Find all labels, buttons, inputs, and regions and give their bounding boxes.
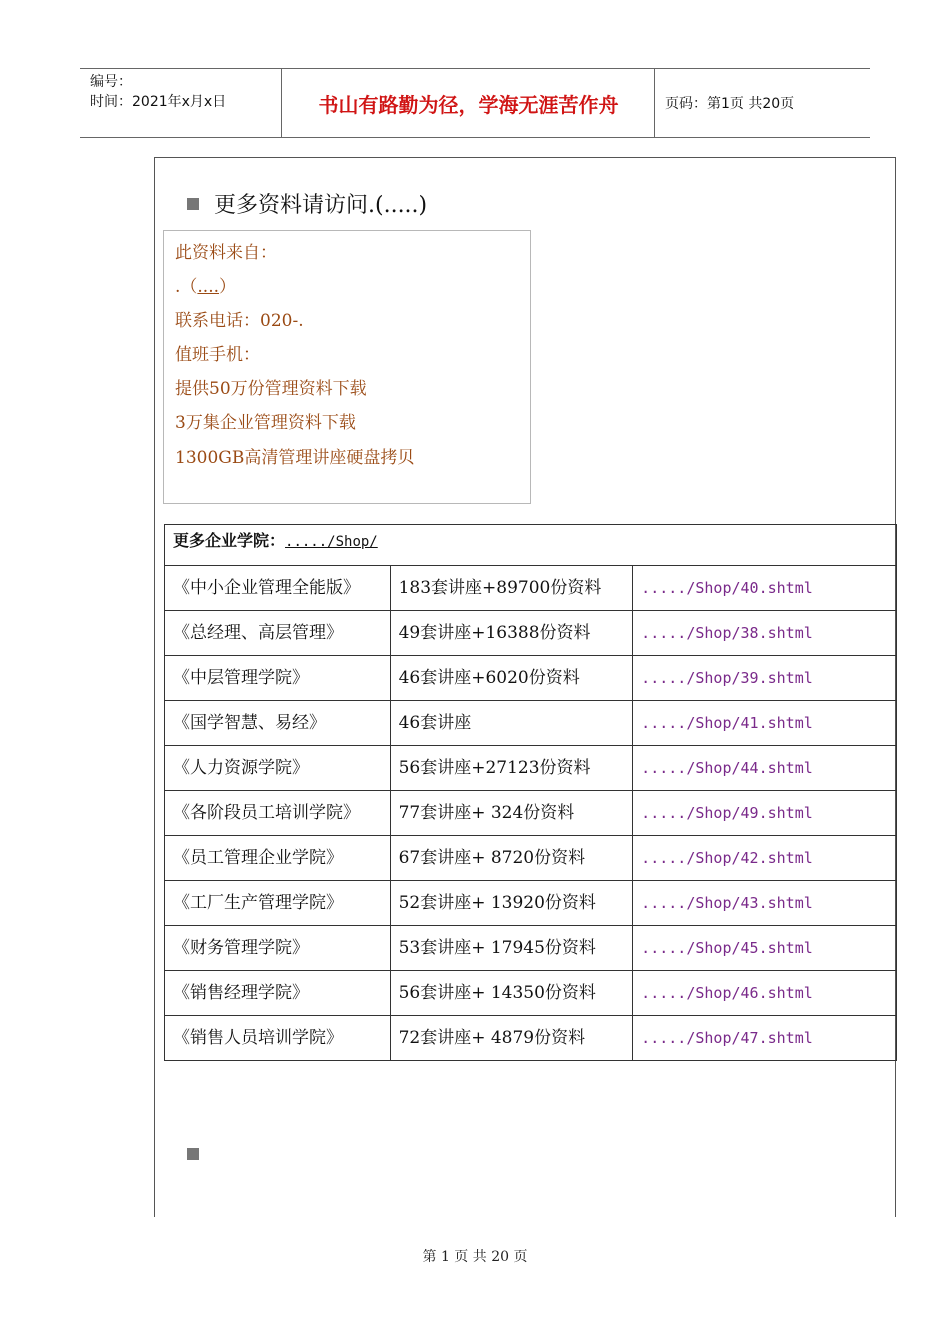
course-url-cell[interactable]: ...../Shop/41.shtml xyxy=(633,701,897,746)
course-name-cell: 《国学智慧、易经》 xyxy=(165,701,391,746)
source-phone: 联系电话：020-. xyxy=(175,311,304,331)
course-name-cell: 《销售经理学院》 xyxy=(165,971,391,1016)
page-header xyxy=(80,68,870,138)
header-page-info: 页码：第1页 共20页 xyxy=(665,96,795,112)
page-footer: 第 1 页 共 20 页 xyxy=(422,1249,528,1265)
table-row xyxy=(165,926,897,971)
table-row xyxy=(165,701,897,746)
table-row xyxy=(165,656,897,701)
course-name-cell: 《总经理、高层管理》 xyxy=(165,611,391,656)
source-mobile: 值班手机： xyxy=(175,345,260,365)
table-row xyxy=(165,881,897,926)
course-url-cell[interactable]: ...../Shop/45.shtml xyxy=(633,926,897,971)
table-row xyxy=(165,1016,897,1061)
course-count-cell: 46套讲座 xyxy=(390,701,633,746)
shop-link[interactable]: ...../Shop/ xyxy=(285,534,378,550)
source-offer-2: 3万集企业管理资料下载 xyxy=(175,413,356,433)
course-count-cell: 56套讲座+ 14350份资料 xyxy=(390,971,633,1016)
course-url-cell[interactable]: ...../Shop/42.shtml xyxy=(633,836,897,881)
table-row xyxy=(165,836,897,881)
course-url-cell[interactable]: ...../Shop/49.shtml xyxy=(633,791,897,836)
square-bullet-icon xyxy=(187,1148,199,1160)
table-title-label: 更多企业学院： xyxy=(173,531,286,550)
course-count-cell: 72套讲座+ 4879份资料 xyxy=(390,1016,633,1061)
course-name-cell: 《各阶段员工培训学院》 xyxy=(165,791,391,836)
course-count-cell: 46套讲座+6020份资料 xyxy=(390,656,633,701)
serial-label: 编号： xyxy=(90,74,132,90)
header-meta xyxy=(90,72,226,112)
course-count-cell: 49套讲座+16388份资料 xyxy=(390,611,633,656)
course-name-cell: 《人力资源学院》 xyxy=(165,746,391,791)
table-title-cell xyxy=(165,525,897,566)
source-offer-3: 1300GB高清管理讲座硬盘拷贝 xyxy=(175,448,415,468)
course-count-cell: 56套讲座+27123份资料 xyxy=(390,746,633,791)
course-url-cell[interactable]: ...../Shop/38.shtml xyxy=(633,611,897,656)
source-link[interactable]: .... xyxy=(197,277,220,297)
course-count-cell: 52套讲座+ 13920份资料 xyxy=(390,881,633,926)
table-row xyxy=(165,746,897,791)
course-url-cell[interactable]: ...../Shop/47.shtml xyxy=(633,1016,897,1061)
table-row xyxy=(165,971,897,1016)
course-name-cell: 《销售人员培训学院》 xyxy=(165,1016,391,1061)
course-url-cell[interactable]: ...../Shop/44.shtml xyxy=(633,746,897,791)
source-offer-1: 提供50万份管理资料下载 xyxy=(175,379,367,399)
header-motto: 书山有路勤为径，学海无涯苦作舟 xyxy=(318,92,619,117)
table-row xyxy=(165,791,897,836)
course-url-cell[interactable]: ...../Shop/40.shtml xyxy=(633,566,897,611)
page-title: 更多资料请访问.(.....) xyxy=(214,193,428,218)
source-link-line xyxy=(175,272,236,297)
course-name-cell: 《财务管理学院》 xyxy=(165,926,391,971)
course-name-cell: 《中小企业管理全能版》 xyxy=(165,566,391,611)
source-link-suffix: ） xyxy=(219,277,237,297)
date-label: 时间：2021年x月x日 xyxy=(90,94,227,110)
course-name-cell: 《工厂生产管理学院》 xyxy=(165,881,391,926)
course-url-cell[interactable]: ...../Shop/39.shtml xyxy=(633,656,897,701)
source-link-prefix: .（ xyxy=(175,277,198,297)
course-count-cell: 67套讲座+ 8720份资料 xyxy=(390,836,633,881)
course-count-cell: 77套讲座+ 324份资料 xyxy=(390,791,633,836)
course-url-cell[interactable]: ...../Shop/46.shtml xyxy=(633,971,897,1016)
table-title-row xyxy=(165,525,897,566)
table-row xyxy=(165,566,897,611)
course-count-cell: 53套讲座+ 17945份资料 xyxy=(390,926,633,971)
square-bullet-icon xyxy=(187,198,199,210)
source-from-label: 此资料来自： xyxy=(175,243,277,263)
table-row xyxy=(165,611,897,656)
course-name-cell: 《中层管理学院》 xyxy=(165,656,391,701)
course-count-cell: 183套讲座+89700份资料 xyxy=(390,566,633,611)
course-table xyxy=(164,524,897,1061)
course-name-cell: 《员工管理企业学院》 xyxy=(165,836,391,881)
course-url-cell[interactable]: ...../Shop/43.shtml xyxy=(633,881,897,926)
